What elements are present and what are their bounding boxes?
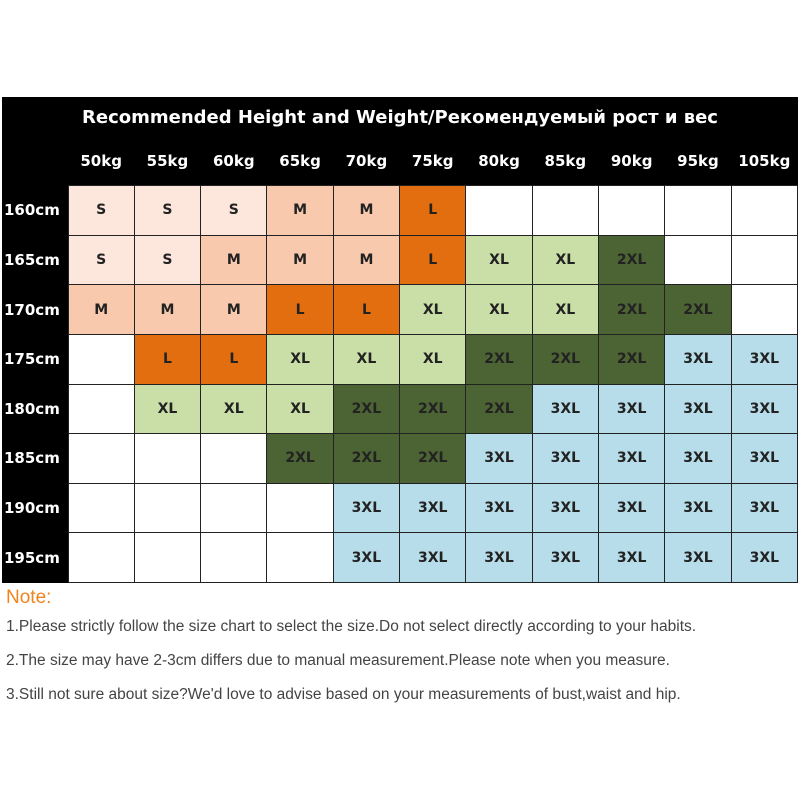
size-cell: XL [400,285,466,335]
size-cell [599,186,665,236]
size-cell [665,186,731,236]
size-cell: 2XL [665,285,731,335]
size-cell: 3XL [532,384,598,434]
size-cell [731,186,797,236]
note-line-1: 1.Please strictly follow the size chart to select the size.Do not select directly according to your habits. [6,618,697,635]
size-cell: M [267,186,333,236]
weight-header-50kg: 50kg [68,137,134,186]
size-cell: 3XL [400,483,466,533]
size-cell: S [201,186,267,236]
height-label-195cm: 195cm [2,533,68,583]
weight-header-55kg: 55kg [134,137,200,186]
size-cell: 3XL [466,533,532,583]
size-cell: 3XL [466,434,532,484]
size-cell: 2XL [400,434,466,484]
size-cell: 3XL [731,533,797,583]
weight-header-75kg: 75kg [400,137,466,186]
size-cell: L [400,186,466,236]
size-cell: M [267,235,333,285]
size-cell: 3XL [333,483,399,533]
size-cell [68,334,134,384]
size-cell [68,483,134,533]
size-cell [267,533,333,583]
size-cell [267,483,333,533]
size-cell: M [333,235,399,285]
size-cell: 3XL [599,533,665,583]
corner-cell [2,137,68,186]
size-cell: 3XL [599,483,665,533]
height-row-160cm [2,186,798,236]
size-cell: L [201,334,267,384]
size-cell [665,235,731,285]
height-row-170cm [2,285,798,335]
height-row-190cm [2,483,798,533]
size-cell [134,533,200,583]
size-cell [68,533,134,583]
notes-section [6,587,796,719]
height-row-175cm [2,334,798,384]
size-cell [68,384,134,434]
size-cell [201,533,267,583]
size-cell: 2XL [333,384,399,434]
size-cell: 3XL [599,384,665,434]
weight-header-90kg: 90kg [599,137,665,186]
weight-header-85kg: 85kg [532,137,598,186]
notes-heading: Note: [6,587,52,608]
size-cell [731,235,797,285]
size-cell: 2XL [599,285,665,335]
size-cell: 3XL [532,533,598,583]
weight-header-60kg: 60kg [201,137,267,186]
size-cell: S [134,235,200,285]
size-cell [134,483,200,533]
size-cell: XL [532,285,598,335]
size-cell: M [134,285,200,335]
size-cell: 3XL [466,483,532,533]
size-cell: XL [466,285,532,335]
size-cell: 3XL [665,533,731,583]
size-cell: L [333,285,399,335]
note-line-2: 2.The size may have 2-3cm differs due to manual measurement.Please note when you measure. [6,652,670,669]
height-label-180cm: 180cm [2,384,68,434]
size-cell: M [201,285,267,335]
size-cell [532,186,598,236]
height-label-165cm: 165cm [2,235,68,285]
size-cell: 3XL [333,533,399,583]
height-row-180cm [2,384,798,434]
height-row-165cm [2,235,798,285]
size-cell [201,483,267,533]
size-cell: 3XL [731,483,797,533]
size-cell: 3XL [731,334,797,384]
size-cell [731,285,797,335]
size-cell: XL [333,334,399,384]
size-cell: 2XL [599,334,665,384]
size-cell: 2XL [400,384,466,434]
size-cell: 3XL [665,334,731,384]
size-cell: XL [466,235,532,285]
size-chart-table [2,137,798,583]
size-cell: 3XL [731,384,797,434]
height-label-160cm: 160cm [2,186,68,236]
note-line-3: 3.Still not sure about size?We'd love to advise based on your measurements of bust,waist and hip. [6,686,681,703]
size-cell [68,434,134,484]
size-cell: 3XL [731,434,797,484]
size-cell: L [400,235,466,285]
size-cell: 3XL [400,533,466,583]
size-cell: 2XL [466,384,532,434]
size-cell: 3XL [532,434,598,484]
size-cell [134,434,200,484]
size-cell: 2XL [466,334,532,384]
size-cell: 3XL [532,483,598,533]
size-cell: S [134,186,200,236]
size-cell: 3XL [665,384,731,434]
weight-header-70kg: 70kg [333,137,399,186]
size-cell: 3XL [599,434,665,484]
size-cell [201,434,267,484]
height-label-170cm: 170cm [2,285,68,335]
size-chart-body [2,186,798,583]
weight-header-80kg: 80kg [466,137,532,186]
size-cell: L [267,285,333,335]
height-label-190cm: 190cm [2,483,68,533]
weight-header-95kg: 95kg [665,137,731,186]
height-label-175cm: 175cm [2,334,68,384]
size-cell: XL [201,384,267,434]
size-cell [466,186,532,236]
size-cell: XL [267,334,333,384]
size-cell: XL [400,334,466,384]
size-cell: 2XL [267,434,333,484]
size-cell: 3XL [665,483,731,533]
size-cell: XL [267,384,333,434]
weight-header-65kg: 65kg [267,137,333,186]
size-cell: M [68,285,134,335]
height-row-195cm [2,533,798,583]
size-cell: L [134,334,200,384]
weight-header-row [2,137,798,186]
size-cell: S [68,235,134,285]
size-cell: 3XL [665,434,731,484]
size-cell: 2XL [599,235,665,285]
size-cell: M [201,235,267,285]
size-cell: 2XL [532,334,598,384]
size-cell: M [333,186,399,236]
height-row-185cm [2,434,798,484]
size-cell: XL [134,384,200,434]
chart-title: Recommended Height and Weight/Рекомендуемый рост и вес [2,97,798,137]
weight-header-105kg: 105kg [731,137,797,186]
size-cell: XL [532,235,598,285]
size-cell: S [68,186,134,236]
height-label-185cm: 185cm [2,434,68,484]
size-cell: 2XL [333,434,399,484]
